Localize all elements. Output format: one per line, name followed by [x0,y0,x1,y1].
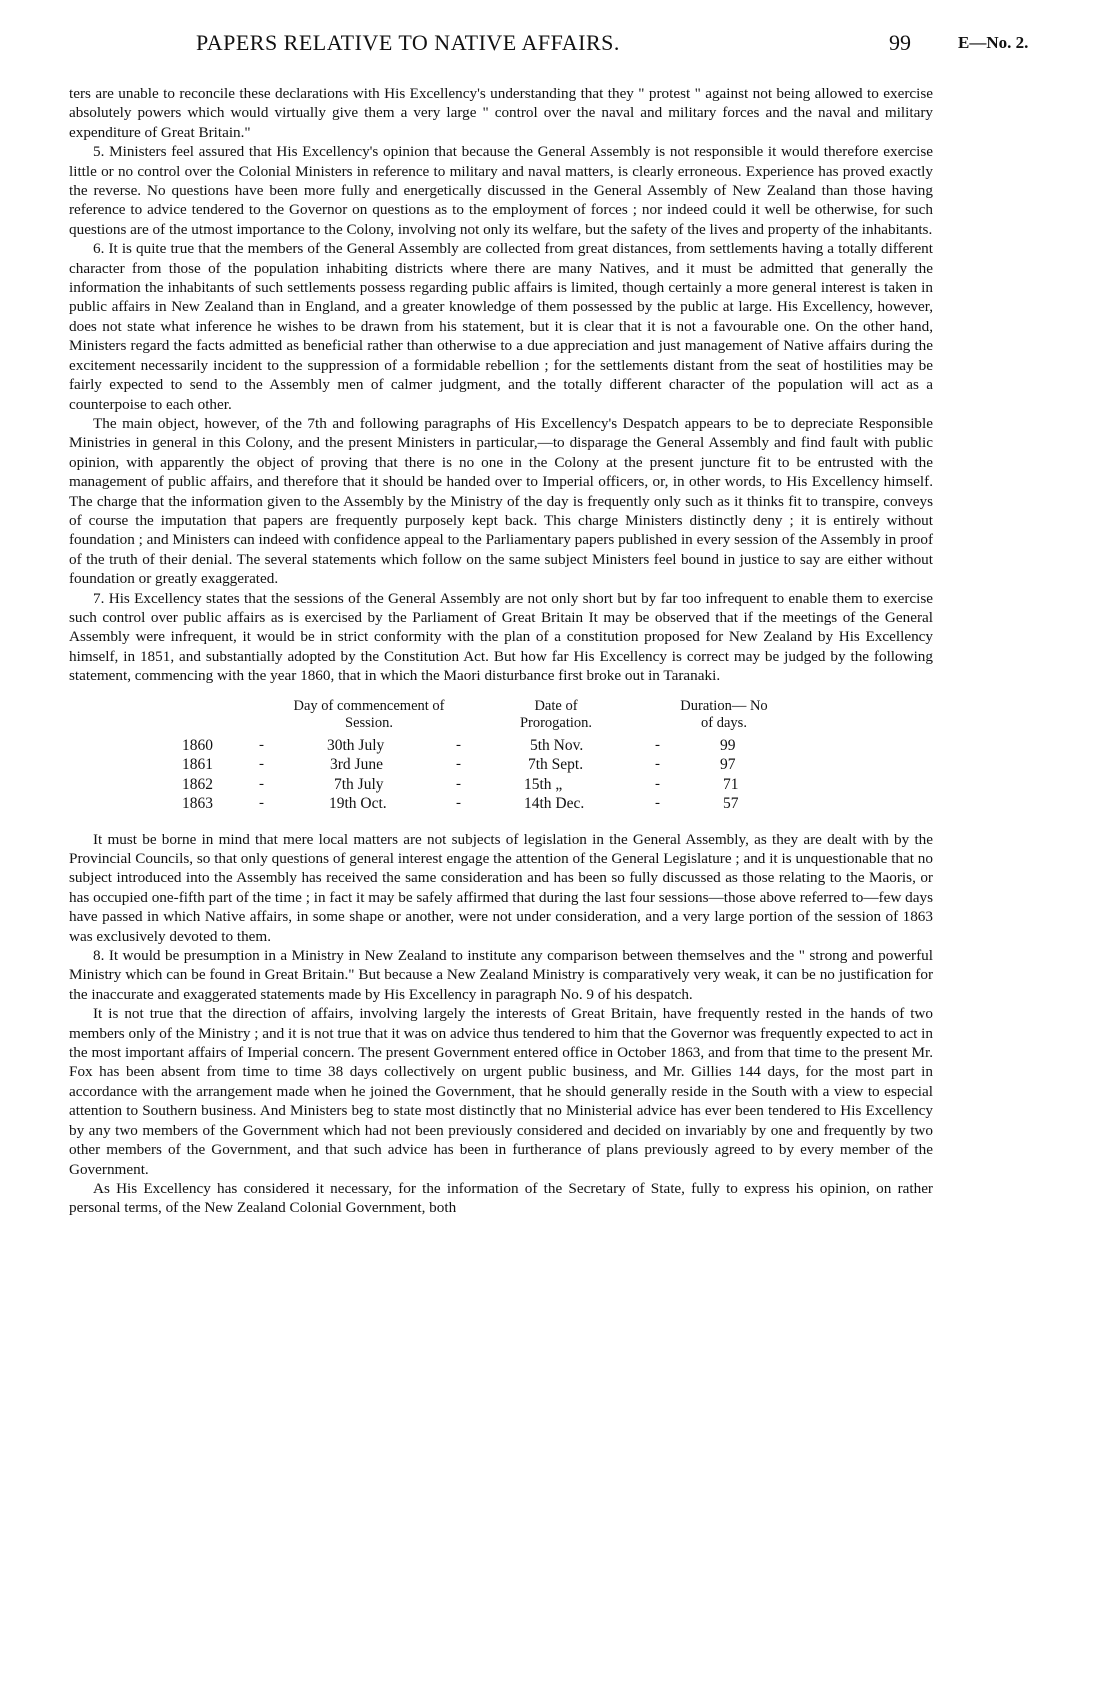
row-separator: - [259,755,264,772]
paragraph-6: 6. It is quite true that the members of the General Assembly are collected from great distances, from settlements having a totally different character from those of the population inhabiting districts where there are many Natives, and it must be admitted that generally the information the inhabitants of such settlements possess regarding public affairs is limited, though certainly a more general interest is taken in public affairs in New Zealand than in England, and a greater knowledge of them possessed by the public at large. His Excellency, however, does not state what inference he wishes to be drawn from his statement, but it is clear that it is not a favourable one. On the other hand, Ministers regard the facts admitted as beneficial rather than otherwise to a due appreciation and just management of Native affairs during the excitement necessarily incident to the suppression of a formidable rebellion ; for the settlements distant from the seat of hostilities may be fairly expected to send to the Assembly men of calmer judgment, and the totally different character of the population will act as a counterpoise to each other. [69,240,933,413]
row-prorogation: 7th Sept. [528,755,584,773]
row-separator: - [655,755,660,772]
row-duration: 97 [720,755,736,773]
row-prorogation: 5th Nov. [530,736,584,754]
row-duration: 57 [723,794,739,812]
header-commencement: Day of commencement of Session. [293,697,445,731]
row-commencement: 30th July [327,736,385,754]
row-prorogation: 15th „ [524,775,563,793]
row-commencement: 3rd June [330,755,383,773]
row-prorogation: 14th Dec. [524,794,585,812]
header-prorogation: Date of Prorogation. [519,697,593,731]
row-separator: - [456,755,461,772]
row-year: 1860 [182,736,213,754]
row-separator: - [456,775,461,792]
row-year: 1862 [182,775,213,793]
row-separator: - [456,794,461,811]
row-duration: 71 [723,775,739,793]
paragraph-7: 7. His Excellency states that the sessions of the General Assembly are not only short but by far too infrequent to enable them to exercise such control over public affairs as is exercised by the Parliament of Great Britain It may be observed that if the meetings of the General Assembly were infrequent, it would be in strict conformity with the plan of a constitution proposed for New Zealand by His Excellency himself, in 1851, and substantially adopted by the Constitution Act. But how far His Excellency is correct may be judged by the following statement, commencing with the year 1860, that in which the Maori disturbance first broke out in Taranaki. [69,589,933,685]
sessions-table [69,698,933,816]
paragraph-personal-terms: As His Excellency has considered it necessary, for the information of the Secretary of State, fully to express his opinion, on rather personal terms, of the New Zealand Colonial Government, both [69,1179,933,1217]
paragraph-8: 8. It would be presumption in a Ministry in New Zealand to institute any comparison between themselves and the " strong and powerful Ministry which can be found in Great Britain." But because a New Zealand Ministry is comparatively very weak, it can be no justification for the inaccurate and exaggerated statements made by His Excellency in paragraph No. 9 of his despatch. [69,947,933,1003]
row-commencement: 7th July [334,775,384,793]
row-separator: - [259,794,264,811]
header-duration: Duration— No of days. [680,697,768,731]
row-separator: - [655,736,660,753]
page-header [0,30,1114,60]
row-year: 1861 [182,755,213,773]
header-title: PAPERS RELATIVE TO NATIVE AFFAIRS. [196,30,620,55]
row-duration: 99 [720,736,736,754]
row-separator: - [456,736,461,753]
row-separator: - [655,794,660,811]
paragraph-local-matters: It must be borne in mind that mere local matters are not subjects of legislation in the General Assembly, as they are dealt with by the Provincial Councils, so that only questions of general interest engage the attention of the General Legislature ; and it is unquestionable that no subject introduced into the Assembly has received the same consideration and has been so fully discussed as those relating to the Maoris, or has occupied one-fifth part of the time ; in fact it may be safely affirmed that during the last four sessions—those above referred to—few days have passed in which Native affairs, in some shape or another, were not under consideration, and a very large portion of the session of 1863 was exclusively devoted to them. [69,830,933,945]
paragraph-5: 5. Ministers feel assured that His Excellency's opinion that because the General Assembly is not responsible it would therefore exercise little or no control over the Colonial Ministers in reference to military and naval matters, is clearly erroneous. Experience has proved exactly the reverse. No questions have been more fully and energetically discussed in the General Assembly of New Zealand than those having reference to advice tendered to the Governor on questions as to the employment of forces ; nor indeed could it well be otherwise, for such questions are of the utmost importance to the Colony, involving not only its welfare, but the safety of the lives and property of the inhabitants. [69,143,933,238]
row-year: 1863 [182,794,213,812]
paper-reference: E—No. 2. [958,33,1029,52]
row-separator: - [259,775,264,792]
paragraph-direction-of-affairs: It is not true that the direction of affairs, involving largely the interests of Great Britain, have frequently rested in the hands of two members only of the Ministry ; and it is not true that it was on advice thus tendered to him that the Governor was frequently expected to act in the most important affairs of Imperial concern. The present Government entered office in October 1863, and from that time to the present Mr. Fox has been absent from time to time 38 days collectively on urgent public business, and Mr. Gillies 144 days, for the most part in accordance with the arrangement made when he joined the Government, that he should generally reside in the South with a view to especial attention to Southern business. And Ministers beg to state most distinctly that no Ministerial advice has ever been tendered to His Excellency by any two members of the Government which had not been previously considered and decided on invariably by one and frequently by two other members of the Government, and that such advice has been in furtherance of plans previously agreed to by every member of the Government. [69,1005,933,1178]
paragraph-continuation: ters are unable to reconcile these declarations with His Excellency's understanding that they " protest " against not being allowed to exercise absolutely powers which would virtually give them a very large " control over the naval and military forces and the naval and military expenditure of Great Britain." [69,85,933,141]
paragraph-main-object: The main object, however, of the 7th and following paragraphs of His Excellency's Despatch appears to be to depreciate Responsible Ministries in general in this Colony, and the present Ministers in particular,—to disparage the General Assembly and find fault with public opinion, with apparently the object of proving that there is no one in the Colony at the present juncture fit to be entrusted with the management of public affairs, and therefore that it should be handed over to Imperial officers, or, in other words, to His Excellency himself. The charge that the information given to the Assembly by the Ministry of the day is frequently only such as it thinks fit to transpire, conveys of course the imputation that papers are frequently purposely kept back. This charge Ministers distinctly deny ; it is entirely without foundation ; and Ministers can indeed with confidence appeal to the Parliamentary papers published in every session of the Assembly in proof of the truth of their denial. The several statements which follow on the same subject Ministers feel bound in justice to say are either without foundation or greatly exaggerated. [69,414,933,588]
row-separator: - [259,736,264,753]
row-separator: - [655,775,660,792]
row-commencement: 19th Oct. [329,794,387,812]
body-text [69,84,933,1218]
page-number: 99 [889,30,911,55]
